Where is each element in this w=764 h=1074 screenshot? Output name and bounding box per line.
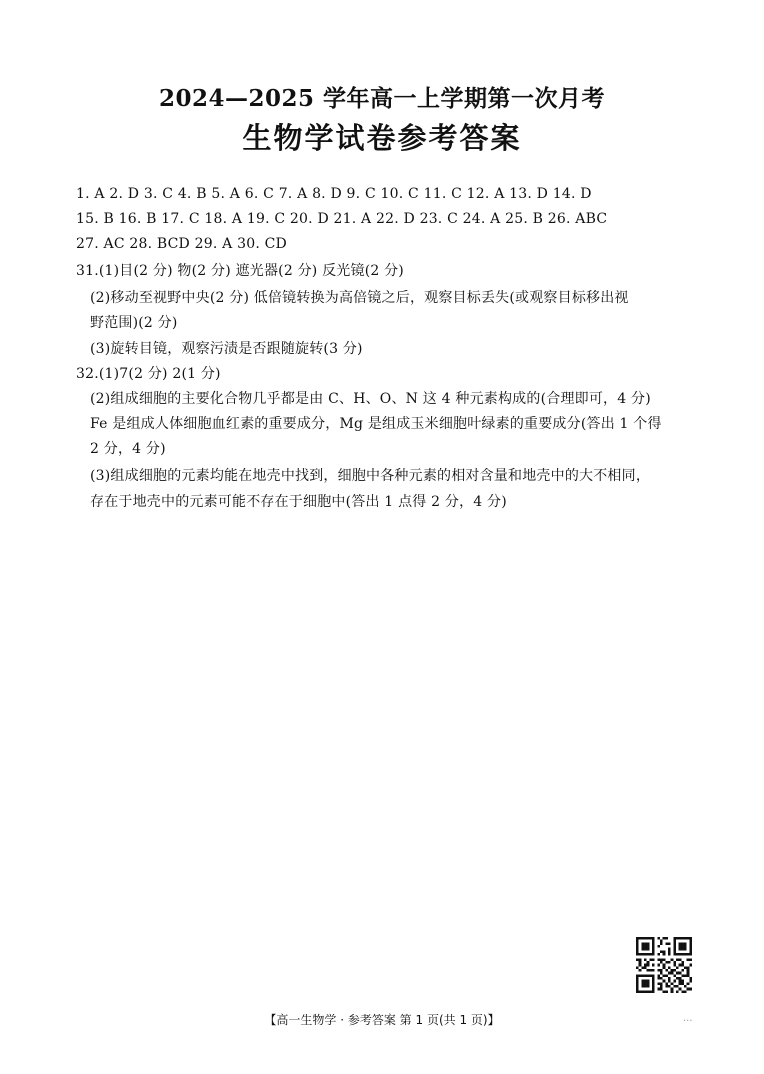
exam-title: 2024—2025 学年高一上学期第一次月考: [158, 85, 606, 112]
q31-part2-line2: 野范围)(2 分): [90, 315, 178, 331]
q32-part2-line3: 2 分，4 分): [90, 441, 166, 457]
answers-row-1: 1. A 2. D 3. C 4. B 5. A 6. C 7. A 8. D 9. C 10. C 11. C 12. A 13. D 14. D: [76, 186, 592, 202]
page-footer: 【高一生物学 · 参考答案 第 1 页(共 1 页)】: [264, 1013, 500, 1027]
q31-part2-line1: (2)移动至视野中央(2 分) 低倍镜转换为高倍镜之后，观察目标丢失(或观察目标移出视: [90, 290, 629, 306]
q31-part3: (3)旋转目镜，观察污渍是否跟随旋转(3 分): [90, 341, 363, 357]
answers-row-2: 15. B 16. B 17. C 18. A 19. C 20. D 21. A 22. D 23. C 24. A 25. B 26. ABC: [76, 211, 608, 227]
answers-row-3: 27. AC 28. BCD 29. A 30. CD: [76, 236, 287, 252]
q32-part3-line1: (3)组成细胞的元素均能在地壳中找到，细胞中各种元素的相对含量和地壳中的大不相同，: [90, 468, 651, 484]
document-title: 生物学试卷参考答案: [242, 121, 522, 155]
corner-mark: ...: [683, 1013, 693, 1024]
q31-part1: 31.(1)目(2 分) 物(2 分) 遮光器(2 分) 反光镜(2 分): [76, 263, 404, 279]
q32-part2-line2: Fe 是组成人体细胞血红素的重要成分，Mg 是组成玉米细胞叶绿素的重要成分(答出 1 个得: [90, 416, 662, 432]
q32-part2-line1: (2)组成细胞的主要化合物几乎都是由 C、H、O、N 这 4 种元素构成的(合理即可，4 分): [90, 391, 651, 407]
q32-part1: 32.(1)7(2 分) 2(1 分): [76, 366, 221, 382]
qr-code-icon: [636, 937, 692, 993]
q32-part3-line2: 存在于地壳中的元素可能不存在于细胞中(答出 1 点得 2 分，4 分): [90, 494, 507, 510]
